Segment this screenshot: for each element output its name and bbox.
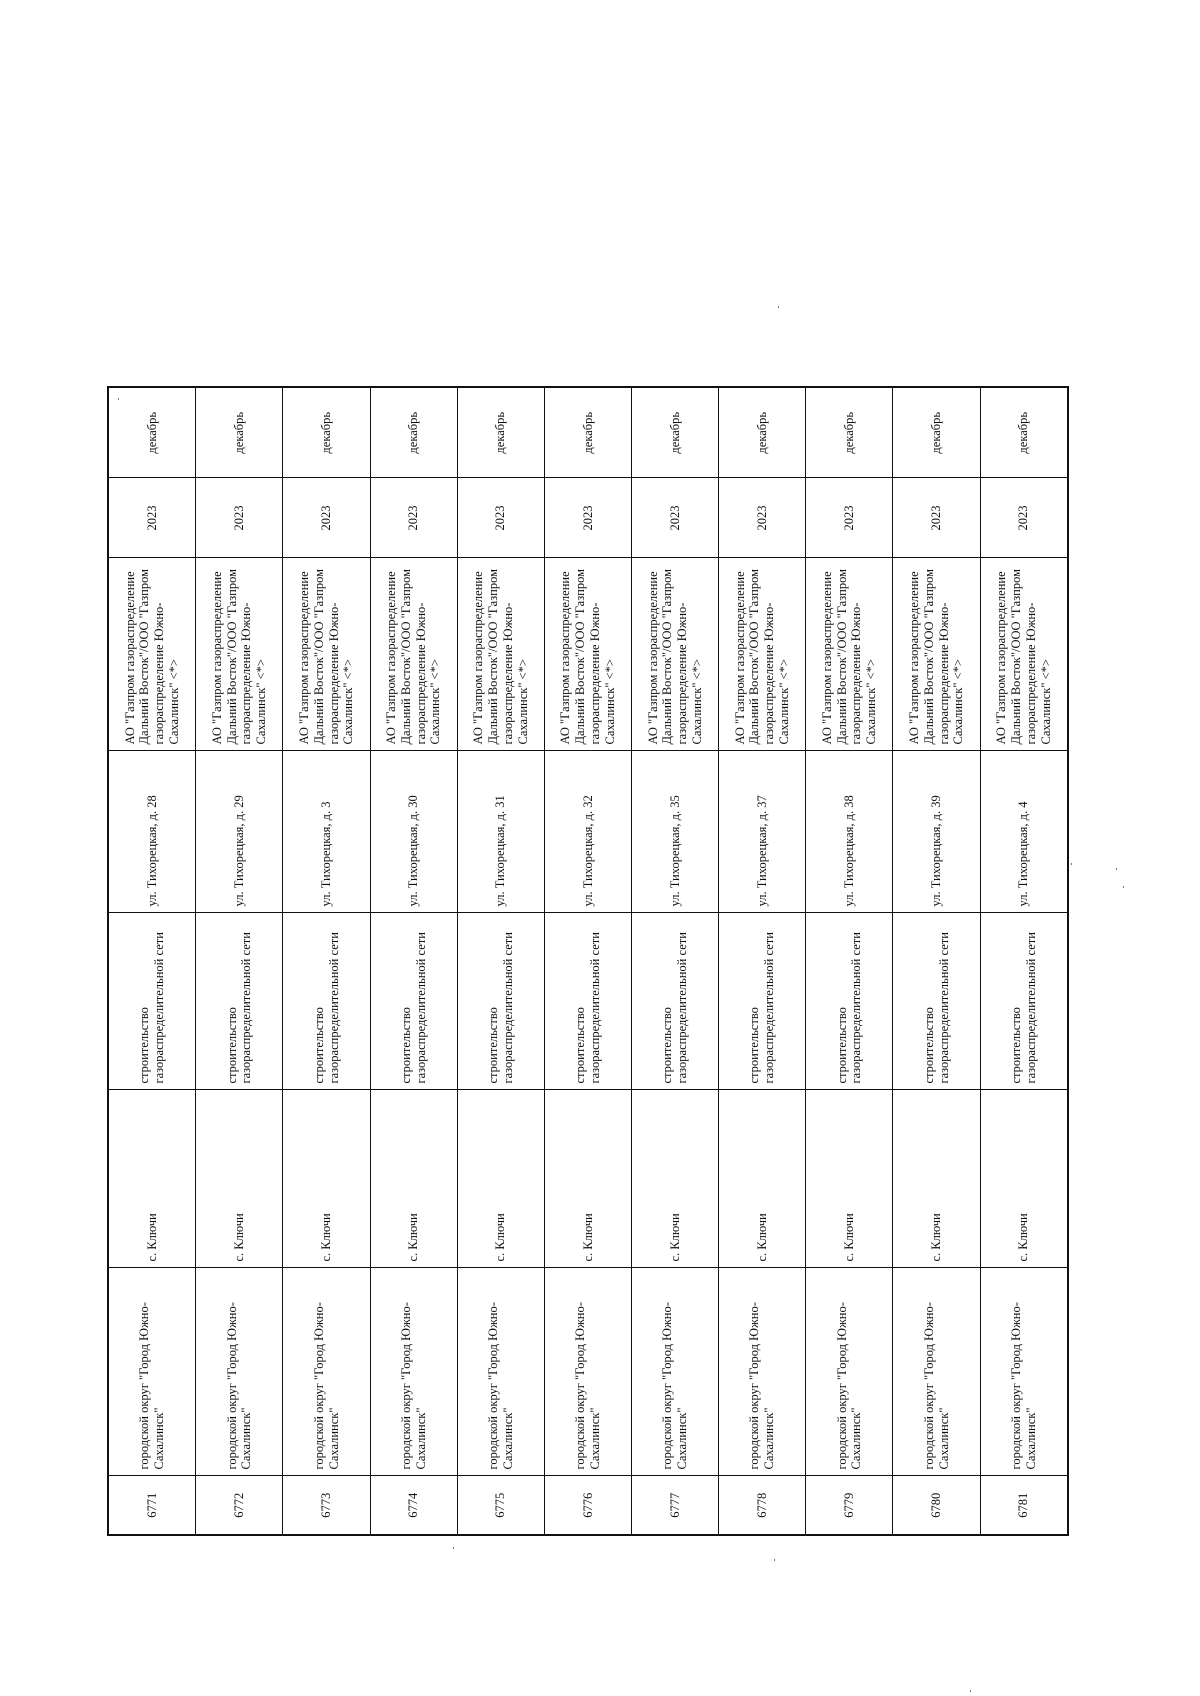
settlement-cell: с. Ключи — [370, 1090, 457, 1268]
month-cell: декабрь — [108, 387, 196, 478]
municipality-cell: городской округ "Город Южно-Сахалинск" — [806, 1268, 893, 1476]
work-type-cell: строительство газораспределительной сети — [196, 913, 283, 1090]
row-number-cell: 6775 — [457, 1476, 544, 1535]
row-number-cell: 6779 — [806, 1476, 893, 1535]
month-cell: декабрь — [544, 387, 631, 478]
address-cell: ул. Тихорецкая, д. 38 — [806, 751, 893, 913]
settlement-cell: с. Ключи — [544, 1090, 631, 1268]
month-cell: декабрь — [283, 387, 370, 478]
municipality-cell: городской округ "Город Южно-Сахалинск" — [632, 1268, 719, 1476]
municipality-cell: городской округ "Город Южно-Сахалинск" — [108, 1268, 196, 1476]
year-cell: 2023 — [370, 478, 457, 558]
address-cell: ул. Тихорецкая, д. 39 — [893, 751, 980, 913]
organization-cell: АО "Газпром газораспределение Дальний Восток"/ООО "Газпром газораспределение Южно-Сахалинск" <*> — [632, 558, 719, 751]
month-cell: декабрь — [806, 387, 893, 478]
organization-cell: АО "Газпром газораспределение Дальний Восток"/ООО "Газпром газораспределение Южно-Сахалинск" <*> — [370, 558, 457, 751]
table-row — [283, 387, 370, 1535]
address-cell: ул. Тихорецкая, д. 31 — [457, 751, 544, 913]
year-cell: 2023 — [980, 478, 1068, 558]
year-cell: 2023 — [806, 478, 893, 558]
organization-cell: АО "Газпром газораспределение Дальний Восток"/ООО "Газпром газораспределение Южно-Сахалинск" <*> — [893, 558, 980, 751]
address-cell: ул. Тихорецкая, д. 28 — [108, 751, 196, 913]
work-type-cell: строительство газораспределительной сети — [719, 913, 806, 1090]
month-cell: декабрь — [457, 387, 544, 478]
table-row — [806, 387, 893, 1535]
work-type-cell: строительство газораспределительной сети — [632, 913, 719, 1090]
table-row — [370, 387, 457, 1535]
table-row — [544, 387, 631, 1535]
organization-cell: АО "Газпром газораспределение Дальний Восток"/ООО "Газпром газораспределение Южно-Сахалинск" <*> — [980, 558, 1068, 751]
table-row — [632, 387, 719, 1535]
municipality-cell: городской округ "Город Южно-Сахалинск" — [544, 1268, 631, 1476]
row-number-cell: 6781 — [980, 1476, 1068, 1535]
address-cell: ул. Тихорецкая, д. 30 — [370, 751, 457, 913]
month-cell: декабрь — [632, 387, 719, 478]
organization-cell: АО "Газпром газораспределение Дальний Восток"/ООО "Газпром газораспределение Южно-Сахалинск" <*> — [544, 558, 631, 751]
settlement-cell: с. Ключи — [806, 1090, 893, 1268]
address-cell: ул. Тихорецкая, д. 4 — [980, 751, 1068, 913]
table-body — [108, 387, 1068, 1535]
table-row — [719, 387, 806, 1535]
work-type-cell: строительство газораспределительной сети — [806, 913, 893, 1090]
rotated-table-container — [107, 388, 1069, 1536]
scan-speck — [1123, 886, 1124, 888]
settlement-cell: с. Ключи — [457, 1090, 544, 1268]
municipality-cell: городской округ "Город Южно-Сахалинск" — [719, 1268, 806, 1476]
municipality-cell: городской округ "Город Южно-Сахалинск" — [457, 1268, 544, 1476]
organization-cell: АО "Газпром газораспределение Дальний Восток"/ООО "Газпром газораспределение Южно-Сахалинск" <*> — [196, 558, 283, 751]
settlement-cell: с. Ключи — [632, 1090, 719, 1268]
organization-cell: АО "Газпром газораспределение Дальний Восток"/ООО "Газпром газораспределение Южно-Сахалинск" <*> — [108, 558, 196, 751]
work-type-cell: строительство газораспределительной сети — [893, 913, 980, 1090]
row-number-cell: 6773 — [283, 1476, 370, 1535]
address-cell: ул. Тихорецкая, д. 3 — [283, 751, 370, 913]
year-cell: 2023 — [893, 478, 980, 558]
row-number-cell: 6780 — [893, 1476, 980, 1535]
month-cell: декабрь — [980, 387, 1068, 478]
month-cell: декабрь — [370, 387, 457, 478]
table-row — [108, 387, 196, 1535]
month-cell: декабрь — [893, 387, 980, 478]
address-cell: ул. Тихорецкая, д. 37 — [719, 751, 806, 913]
row-number-cell: 6774 — [370, 1476, 457, 1535]
address-cell: ул. Тихорецкая, д. 35 — [632, 751, 719, 913]
municipality-cell: городской округ "Город Южно-Сахалинск" — [283, 1268, 370, 1476]
year-cell: 2023 — [632, 478, 719, 558]
municipality-cell: городской округ "Город Южно-Сахалинск" — [893, 1268, 980, 1476]
row-number-cell: 6772 — [196, 1476, 283, 1535]
row-number-cell: 6777 — [632, 1476, 719, 1535]
settlement-cell: с. Ключи — [980, 1090, 1068, 1268]
scan-speck — [453, 1547, 454, 1549]
settlement-cell: с. Ключи — [283, 1090, 370, 1268]
row-number-cell: 6776 — [544, 1476, 631, 1535]
scan-speck — [1071, 863, 1072, 865]
scan-speck — [970, 1690, 971, 1692]
settlement-cell: с. Ключи — [893, 1090, 980, 1268]
organization-cell: АО "Газпром газораспределение Дальний Восток"/ООО "Газпром газораспределение Южно-Сахалинск" <*> — [457, 558, 544, 751]
work-type-cell: строительство газораспределительной сети — [283, 913, 370, 1090]
settlement-cell: с. Ключи — [719, 1090, 806, 1268]
table-row — [893, 387, 980, 1535]
table-row — [196, 387, 283, 1535]
settlement-cell: с. Ключи — [108, 1090, 196, 1268]
work-type-cell: строительство газораспределительной сети — [370, 913, 457, 1090]
municipality-cell: городской округ "Город Южно-Сахалинск" — [980, 1268, 1068, 1476]
organization-cell: АО "Газпром газораспределение Дальний Восток"/ООО "Газпром газораспределение Южно-Сахалинск" <*> — [806, 558, 893, 751]
address-cell: ул. Тихорецкая, д. 29 — [196, 751, 283, 913]
table-row — [457, 387, 544, 1535]
year-cell: 2023 — [544, 478, 631, 558]
organization-cell: АО "Газпром газораспределение Дальний Восток"/ООО "Газпром газораспределение Южно-Сахалинск" <*> — [719, 558, 806, 751]
year-cell: 2023 — [196, 478, 283, 558]
year-cell: 2023 — [719, 478, 806, 558]
work-type-cell: строительство газораспределительной сети — [980, 913, 1068, 1090]
table-row — [980, 387, 1068, 1535]
gasification-schedule-table — [107, 386, 1069, 1536]
settlement-cell: с. Ключи — [196, 1090, 283, 1268]
scan-speck — [118, 398, 119, 400]
scan-speck — [774, 1559, 775, 1561]
year-cell: 2023 — [108, 478, 196, 558]
month-cell: декабрь — [719, 387, 806, 478]
work-type-cell: строительство газораспределительной сети — [457, 913, 544, 1090]
address-cell: ул. Тихорецкая, д. 32 — [544, 751, 631, 913]
municipality-cell: городской округ "Город Южно-Сахалинск" — [196, 1268, 283, 1476]
row-number-cell: 6771 — [108, 1476, 196, 1535]
scan-speck — [778, 306, 779, 308]
municipality-cell: городской округ "Город Южно-Сахалинск" — [370, 1268, 457, 1476]
year-cell: 2023 — [283, 478, 370, 558]
organization-cell: АО "Газпром газораспределение Дальний Восток"/ООО "Газпром газораспределение Южно-Сахалинск" <*> — [283, 558, 370, 751]
row-number-cell: 6778 — [719, 1476, 806, 1535]
work-type-cell: строительство газораспределительной сети — [108, 913, 196, 1090]
month-cell: декабрь — [196, 387, 283, 478]
year-cell: 2023 — [457, 478, 544, 558]
work-type-cell: строительство газораспределительной сети — [544, 913, 631, 1090]
scan-speck — [1116, 868, 1117, 870]
